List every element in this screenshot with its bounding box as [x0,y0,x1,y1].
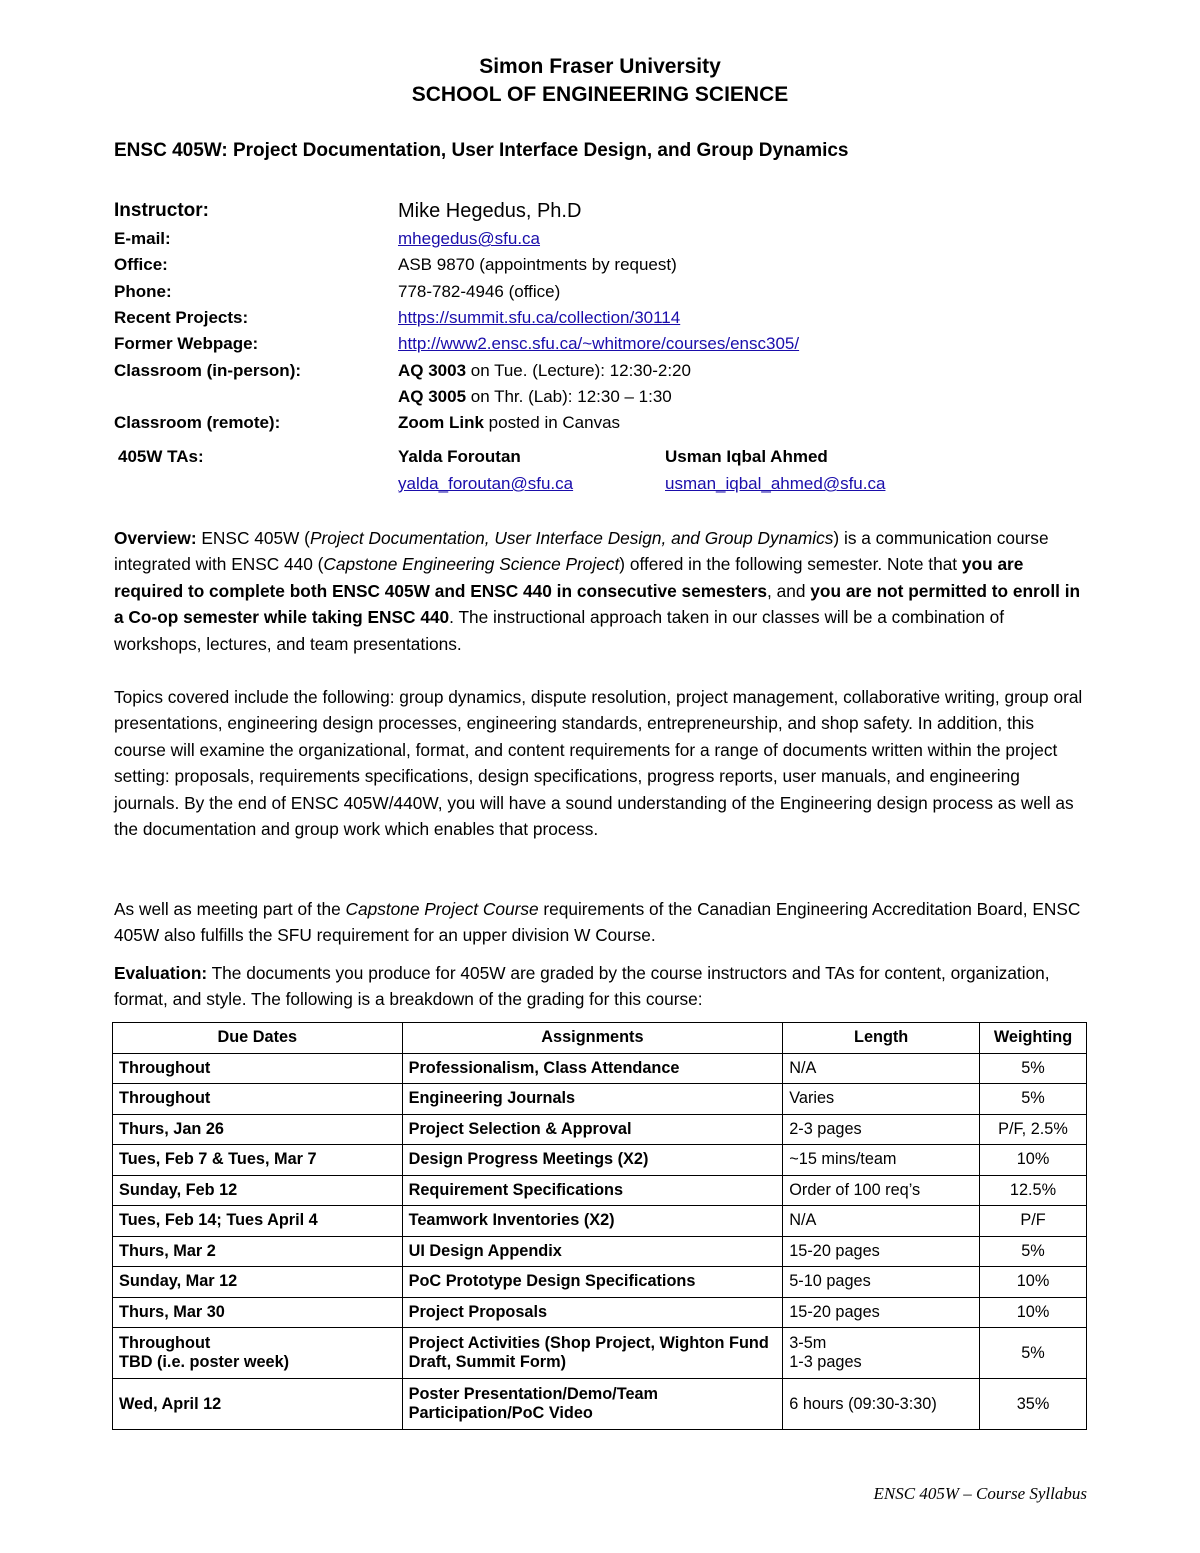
overview-text-3: ) offered in the following semester. Note that [619,554,962,575]
due-date-cell: Sunday, Mar 12 [113,1267,403,1298]
overview-text-2: ) is a communication course integrated with ENSC 440 ( [114,528,1049,575]
assignment-cell [402,1328,783,1379]
table-row [113,1236,1087,1267]
header-weighting: Weighting [980,1023,1087,1054]
classroom-row-2 [114,384,1094,410]
due-date-cell: Tues, Feb 14; Tues April 4 [113,1206,403,1237]
overview-italic-1: Project Documentation, User Interface Design, and Group Dynamics [309,528,834,548]
assignment-cell: Requirement Specifications [402,1175,783,1206]
length-cell [783,1328,980,1379]
phone-label: Phone: [114,281,172,301]
office-row [114,252,1094,278]
weight-cell: 10% [980,1145,1087,1176]
tas-label: 405W TAs: [118,447,204,466]
instructor-value: Mike Hegedus, Ph.D [398,199,582,222]
assignment-cell: Project Selection & Approval [402,1114,783,1145]
length-cell: 15-20 pages [783,1236,980,1267]
length-cell: N/A [783,1053,980,1084]
length-line-2: 1-3 pages [789,1353,862,1371]
evaluation-paragraph [114,960,1089,1013]
course-info [114,196,1094,436]
classroom-label: Classroom (in-person): [114,360,302,380]
classroom-row [114,357,1094,383]
due-date-cell [113,1328,403,1379]
table-row [113,1114,1087,1145]
assignment-cell: PoC Prototype Design Specifications [402,1267,783,1298]
table-row [113,1175,1087,1206]
weight-cell: 10% [980,1267,1087,1298]
email-link[interactable]: mhegedus@sfu.ca [398,229,541,249]
header-assignments: Assignments [402,1023,783,1054]
table-row [113,1145,1087,1176]
due-date-cell: Wed, April 12 [113,1379,403,1430]
assignment-cell: Project Proposals [402,1297,783,1328]
overview-italic-2: Capstone Engineering Science Project [323,554,620,575]
table-row [113,1206,1087,1237]
lecture-time: on Tue. (Lecture): 12:30-2:20 [466,360,691,380]
lab-time: on Thr. (Lab): 12:30 – 1:30 [466,386,672,406]
overview-text-5: . The instructional approach taken in our classes will be a combination of workshops, lectures, and team presentations. [114,607,1005,654]
lab-room: AQ 3005 [398,386,467,406]
length-cell: 5-10 pages [783,1267,980,1298]
length-cell: Varies [783,1084,980,1115]
office-value: ASB 9870 (appointments by request) [398,255,677,275]
assignment-cell: Professionalism, Class Attendance [402,1053,783,1084]
weight-cell: 5% [980,1084,1087,1115]
assignment-cell: Design Progress Meetings (X2) [402,1145,783,1176]
school-name: SCHOOL OF ENGINEERING SCIENCE [411,83,789,106]
ta1-email-link[interactable]: yalda_foroutan@sfu.ca [398,474,574,493]
length-cell: ~15 mins/team [783,1145,980,1176]
weight-cell: 5% [980,1053,1087,1084]
overview-bold-2: you are not permitted to enroll in a Co-op semester while taking ENSC 440 [114,580,1081,628]
overview-label: Overview: [114,528,197,548]
assignment-line-1: Project Activities (Shop Project, Wighton Fund [408,1334,769,1352]
recent-projects-row [114,305,1094,331]
former-webpage-label: Former Webpage: [114,334,259,354]
phone-row [114,279,1094,305]
university-name: Simon Fraser University [479,55,721,78]
weight-cell: 5% [980,1236,1087,1267]
evaluation-label: Evaluation: [114,963,208,983]
assignment-cell: Teamwork Inventories (X2) [402,1206,783,1237]
header-due-dates: Due Dates [113,1023,403,1054]
email-row [114,226,1094,252]
accreditation-text-1: As well as meeting part of the [114,899,346,919]
due-date-cell: Throughout [113,1053,403,1084]
ta2-email-link[interactable]: usman_iqbal_ahmed@sfu.ca [665,474,886,493]
length-cell: 2-3 pages [783,1114,980,1145]
length-cell: 15-20 pages [783,1297,980,1328]
instructor-row [114,196,1094,226]
evaluation-text: The documents you produce for 405W are graded by the course instructors and TAs for content, organization, format, and style. The following is a breakdown of the grading for this course: [114,963,1050,1010]
length-cell: Order of 100 req’s [783,1175,980,1206]
lecture-room: AQ 3003 [398,360,467,380]
remote-label: Classroom (remote): [114,413,281,433]
due-date-line-2: TBD (i.e. poster week) [119,1353,290,1371]
grading-table [112,1022,1087,1430]
due-date-cell: Throughout [113,1084,403,1115]
zoom-link: Zoom Link [398,413,484,433]
weight-cell: 10% [980,1297,1087,1328]
classroom-line-1 [398,361,1094,381]
due-date-cell: Sunday, Feb 12 [113,1175,403,1206]
recent-projects-link[interactable]: https://summit.sfu.ca/collection/30114 [398,308,681,328]
assignment-line-2: Participation/PoC Video [408,1404,593,1422]
table-row [113,1297,1087,1328]
weight-cell: 5% [980,1328,1087,1379]
accreditation-text-2: requirements of the Canadian Engineering Accreditation Board, ENSC 405W also fulfills the SFU requirement for an upper division W Course. [114,899,1081,946]
email-label: E-mail: [114,229,171,249]
overview-paragraph [114,525,1089,657]
weight-cell: P/F, 2.5% [980,1114,1087,1145]
assignment-cell: UI Design Appendix [402,1236,783,1267]
table-row [113,1379,1087,1430]
assignment-cell: Engineering Journals [402,1084,783,1115]
remote-rest: posted in Canvas [483,413,621,433]
phone-value: 778-782-4946 (office) [398,281,561,301]
table-row [113,1084,1087,1115]
course-title: ENSC 405W: Project Documentation, User Interface Design, and Group Dynamics [114,140,849,161]
assignment-cell [402,1379,783,1430]
weight-cell: 12.5% [980,1175,1087,1206]
recent-projects-label: Recent Projects: [114,308,249,328]
overview-bold-1: you are required to complete both ENSC 405W and ENSC 440 in consecutive semesters [114,554,1024,601]
topics-paragraph [114,684,1089,842]
former-webpage-link[interactable]: http://www2.ensc.sfu.ca/~whitmore/courses/ensc305/ [398,334,800,354]
instructor-label: Instructor: [114,200,209,221]
classroom-line-2 [398,387,1094,407]
length-line-1: 3-5m [789,1334,827,1352]
due-date-cell: Tues, Feb 7 & Tues, Mar 7 [113,1145,403,1176]
remote-row [114,410,1094,436]
due-date-line-1: Throughout [119,1334,211,1352]
ta1-name: Yalda Foroutan [398,447,521,466]
table-row [113,1328,1087,1379]
weight-cell: 35% [980,1379,1087,1430]
header-length: Length [783,1023,980,1054]
overview-text-1: ENSC 405W ( [196,528,310,548]
accreditation-italic: Capstone Project Course [345,899,539,919]
remote-value [398,413,1094,433]
assignment-line-2: Draft, Summit Form) [408,1353,567,1371]
overview-text-4: , and [767,580,811,601]
due-date-cell: Thurs, Mar 2 [113,1236,403,1267]
table-header-row [113,1023,1087,1054]
page-footer: ENSC 405W – Course Syllabus [873,1484,1087,1503]
former-webpage-row [114,331,1094,357]
office-label: Office: [114,255,168,275]
ta2-name: Usman Iqbal Ahmed [665,447,828,466]
due-date-cell: Thurs, Jan 26 [113,1114,403,1145]
accreditation-paragraph [114,896,1089,949]
table-row [113,1267,1087,1298]
due-date-cell: Thurs, Mar 30 [113,1297,403,1328]
length-cell: 6 hours (09:30-3:30) [783,1379,980,1430]
weight-cell: P/F [980,1206,1087,1237]
length-cell: N/A [783,1206,980,1237]
table-row [113,1053,1087,1084]
assignment-line-1: Poster Presentation/Demo/Team [408,1385,659,1403]
topics-text: Topics covered include the following: group dynamics, dispute resolution, project management, collaborative writing, group oral presentations, engineering design processes, engineering standards, entrepreneurship, and shop safety. In addition, this course will examine the organizational, format, and content requirements for a range of documents written within the project setting: proposals, requirements specifications, design specifications, progress reports, user manuals, and engineering journals. By the end of ENSC 405W/440W, you will have a sound understanding of the Engineering design process as well as the documentation and group work which enables that process. [114,687,1083,840]
